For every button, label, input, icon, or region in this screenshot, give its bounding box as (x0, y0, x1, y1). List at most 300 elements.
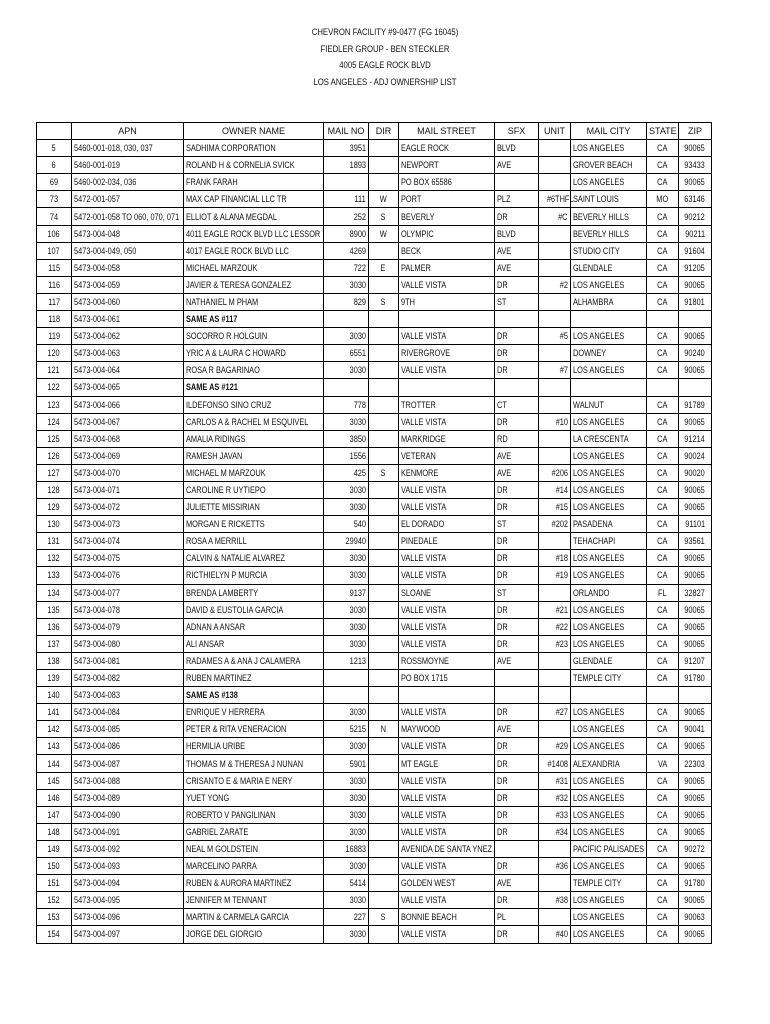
apn-cell (72, 516, 184, 533)
owner-name-cell-text: CAROLINE R UYTIEPO (186, 485, 266, 496)
sfx-cell (495, 823, 539, 840)
mail-no-cell (324, 499, 369, 516)
row-index (37, 789, 72, 806)
unit-cell-text: #27 (555, 707, 568, 718)
zip-cell (679, 447, 712, 464)
owner-name-cell-text: NATHANIEL M PHAM (186, 296, 259, 307)
state-cell (647, 276, 679, 293)
mail-city-cell (571, 413, 647, 430)
apn-cell (72, 345, 184, 362)
state-cell (647, 550, 679, 567)
dir-cell (369, 550, 399, 567)
apn-cell (72, 464, 184, 481)
mail-street-cell (399, 738, 495, 755)
sfx-cell (495, 464, 539, 481)
mail-no-cell (324, 652, 369, 669)
state-cell (647, 259, 679, 276)
apn-cell (72, 157, 184, 174)
mail-no-cell-text: 1893 (349, 160, 366, 171)
zip-cell (679, 755, 712, 772)
sfx-cell-text: DR (497, 416, 508, 427)
apn-cell (72, 670, 184, 687)
owner-name-cell (184, 567, 324, 584)
table-row (37, 208, 712, 225)
mail-city-cell-text: PASADENA (573, 519, 613, 530)
dir-cell (369, 499, 399, 516)
zip-cell (679, 157, 712, 174)
unit-cell (539, 140, 571, 157)
mail-city-cell (571, 225, 647, 242)
table-row (37, 140, 712, 157)
unit-cell (539, 174, 571, 191)
state-cell (647, 601, 679, 618)
apn-cell-text: 5473-004-070 (74, 467, 120, 478)
mail-city-cell-text: GLENDALE (573, 262, 613, 273)
owner-name-cell-text: DAVID & EUSTOLIA GARCIA (186, 604, 284, 615)
row-index (37, 311, 72, 328)
owner-name-cell (184, 225, 324, 242)
mail-no-cell (324, 362, 369, 379)
mail-street-cell (399, 601, 495, 618)
sfx-cell (495, 755, 539, 772)
mail-street-cell (399, 225, 495, 242)
zip-cell-text: 91780 (684, 673, 706, 684)
dir-cell (369, 567, 399, 584)
mail-street-cell-text: PINEDALE (401, 536, 438, 547)
row-index-text: 117 (48, 296, 60, 307)
apn-cell-text: 5473-004-091 (74, 826, 120, 837)
mail-city-cell-text: LOS ANGELES (573, 365, 625, 376)
zip-cell-text: 91789 (684, 399, 706, 410)
row-index-text: 128 (47, 485, 61, 496)
mail-no-cell-text: 3030 (349, 826, 366, 837)
mail-street-cell-text: VALLE VISTA (401, 638, 447, 649)
state-cell-text: CA (657, 348, 668, 359)
sfx-cell-text: DR (497, 502, 508, 513)
mail-street-cell (399, 858, 495, 875)
dir-cell (369, 533, 399, 550)
unit-cell (539, 311, 571, 328)
row-index (37, 481, 72, 498)
zip-cell (679, 379, 712, 396)
mail-city-cell-text: TEMPLE CITY (573, 878, 622, 889)
mail-no-cell (324, 892, 369, 909)
state-cell-text: CA (657, 673, 668, 684)
sfx-cell (495, 259, 539, 276)
mail-no-cell-text: 111 (354, 194, 366, 205)
owner-name-cell-text: GABRIEL ZARATE (186, 826, 249, 837)
mail-street-cell-text: AVENIDA DE SANTA YNEZ (401, 843, 493, 854)
unit-cell (539, 379, 571, 396)
owner-name-cell-text: SAME AS #138 (186, 690, 238, 701)
mail-city-cell-text: SAINT LOUIS (573, 194, 619, 205)
col-header-owner-name: OWNER NAME (184, 123, 324, 140)
mail-city-cell (571, 738, 647, 755)
owner-name-cell-text: FRANK FARAH (186, 177, 238, 188)
owner-name-cell-text: SAME AS #121 (186, 382, 238, 393)
state-cell (647, 909, 679, 926)
mail-street-cell-text: BECK (401, 245, 422, 256)
state-cell-text: CA (657, 519, 668, 530)
owner-name-cell-text: PETER & RITA VENERACION (186, 724, 287, 735)
mail-city-cell-text: GLENDALE (573, 655, 613, 666)
zip-cell-text: 90041 (684, 724, 706, 735)
mail-no-cell-text: 829 (353, 296, 366, 307)
zip-cell-text: 90065 (684, 792, 706, 803)
apn-cell (72, 208, 184, 225)
mail-city-cell (571, 892, 647, 909)
row-index-text: 125 (47, 433, 61, 444)
table-row (37, 464, 712, 481)
mail-city-cell (571, 174, 647, 191)
mail-street-cell (399, 533, 495, 550)
state-cell-text: CA (657, 707, 668, 718)
row-index-text: 130 (47, 519, 61, 530)
row-index-text: 138 (47, 655, 61, 666)
mail-street-cell-text: PALMER (401, 262, 431, 273)
mail-no-cell-text: 3030 (349, 861, 366, 872)
sfx-cell (495, 225, 539, 242)
state-cell (647, 858, 679, 875)
unit-cell-text: #202 (551, 519, 568, 530)
mail-street-cell-text: VALLE VISTA (401, 485, 447, 496)
row-index-text: 141 (47, 707, 61, 718)
zip-cell (679, 840, 712, 857)
mail-city-cell (571, 567, 647, 584)
mail-no-cell-text: 3850 (349, 433, 366, 444)
apn-cell (72, 413, 184, 430)
unit-cell-text: #21 (555, 604, 568, 615)
state-cell (647, 430, 679, 447)
apn-cell (72, 242, 184, 259)
owner-name-cell-text: ROBERTO V PANGILINAN (186, 809, 276, 820)
dir-cell (369, 926, 399, 943)
row-index-text: 74 (49, 211, 59, 222)
state-cell-text: CA (657, 485, 668, 496)
mail-street-cell (399, 499, 495, 516)
zip-cell (679, 276, 712, 293)
mail-street-cell (399, 157, 495, 174)
mail-street-cell-text: PO BOX 65586 (401, 177, 452, 188)
sfx-cell (495, 157, 539, 174)
mail-no-cell (324, 140, 369, 157)
zip-cell (679, 550, 712, 567)
sfx-cell (495, 276, 539, 293)
mail-city-cell-text: LOS ANGELES (573, 724, 625, 735)
mail-street-cell (399, 652, 495, 669)
table-row (37, 430, 712, 447)
mail-no-cell-text: 778 (353, 399, 366, 410)
mail-street-cell (399, 875, 495, 892)
table-row (37, 550, 712, 567)
state-cell (647, 191, 679, 208)
row-index (37, 276, 72, 293)
owner-name-cell-text: ALI ANSAR (186, 638, 225, 649)
mail-no-cell-text: 252 (353, 211, 366, 222)
sfx-cell (495, 875, 539, 892)
unit-cell (539, 721, 571, 738)
mail-street-cell (399, 635, 495, 652)
table-row (37, 311, 712, 328)
col-header-zip: ZIP (679, 123, 712, 140)
owner-name-cell (184, 704, 324, 721)
mail-no-cell (324, 806, 369, 823)
mail-no-cell (324, 242, 369, 259)
apn-cell-text: 5473-004-060 (74, 296, 120, 307)
dir-cell (369, 259, 399, 276)
col-header-index (37, 123, 72, 140)
dir-cell (369, 430, 399, 447)
owner-name-cell-text: JAVIER & TERESA GONZALEZ (186, 279, 292, 290)
zip-cell-text: 91801 (684, 296, 706, 307)
row-index (37, 293, 72, 310)
unit-cell-text: #14 (555, 485, 568, 496)
mail-city-cell (571, 242, 647, 259)
row-index (37, 875, 72, 892)
owner-name-cell (184, 157, 324, 174)
unit-cell (539, 481, 571, 498)
dir-cell (369, 823, 399, 840)
dir-cell (369, 464, 399, 481)
unit-cell (539, 413, 571, 430)
apn-cell-text: 5460-001-019 (74, 160, 120, 171)
state-cell (647, 481, 679, 498)
row-index (37, 345, 72, 362)
owner-name-cell-text: ENRIQUE V HERRERA (186, 707, 265, 718)
apn-cell (72, 652, 184, 669)
owner-name-cell-text: SAME AS #117 (186, 314, 238, 325)
state-cell-text: CA (657, 433, 668, 444)
sfx-cell-text: DR (497, 348, 508, 359)
owner-name-cell-text: ILDEFONSO SINO CRUZ (186, 399, 272, 410)
zip-cell (679, 430, 712, 447)
mail-no-cell-text: 227 (353, 912, 366, 923)
owner-name-cell (184, 430, 324, 447)
unit-cell (539, 293, 571, 310)
apn-cell (72, 892, 184, 909)
mail-no-cell-text: 3030 (349, 809, 366, 820)
mail-street-cell (399, 550, 495, 567)
state-cell (647, 840, 679, 857)
sfx-cell-text: ST (497, 587, 507, 598)
owner-name-cell (184, 806, 324, 823)
sfx-cell (495, 191, 539, 208)
unit-cell-text: #2 (559, 279, 568, 290)
col-header-apn: APN (72, 123, 184, 140)
mail-city-cell (571, 806, 647, 823)
apn-cell (72, 396, 184, 413)
owner-name-cell-text: MICHAEL M MARZOUK (186, 467, 266, 478)
apn-cell-text: 5473-004-048 (74, 228, 120, 239)
row-index-text: 5 (51, 143, 57, 154)
mail-city-cell-text: LOS ANGELES (573, 775, 625, 786)
mail-no-cell (324, 840, 369, 857)
owner-name-cell (184, 618, 324, 635)
apn-cell-text: 5473-004-082 (74, 673, 120, 684)
zip-cell-text: 90211 (685, 228, 705, 239)
mail-street-cell-text: VALLE VISTA (401, 621, 447, 632)
sfx-cell-text: AVE (497, 245, 512, 256)
sfx-cell (495, 806, 539, 823)
mail-city-cell (571, 311, 647, 328)
unit-cell-text: #29 (555, 741, 568, 752)
mail-street-cell-text: PO BOX 1715 (401, 673, 448, 684)
dir-cell (369, 379, 399, 396)
apn-cell-text: 5473-004-058 (74, 262, 120, 273)
owner-name-cell (184, 516, 324, 533)
sfx-cell (495, 345, 539, 362)
zip-cell (679, 328, 712, 345)
dir-cell (369, 875, 399, 892)
table-row (37, 840, 712, 857)
mail-city-cell (571, 379, 647, 396)
apn-cell-text: 5473-004-095 (74, 895, 120, 906)
unit-cell-text: #15 (555, 502, 568, 513)
owner-name-cell-text: RUBEN & AURORA MARTINEZ (186, 878, 292, 889)
unit-cell (539, 635, 571, 652)
row-index-text: 151 (47, 878, 61, 889)
row-index (37, 584, 72, 601)
mail-street-cell-text: VALLE VISTA (401, 331, 447, 342)
mail-city-cell-text: LOS ANGELES (573, 707, 625, 718)
state-cell-text: CA (657, 262, 668, 273)
table-row (37, 533, 712, 550)
row-index-text: 145 (47, 775, 61, 786)
apn-cell (72, 755, 184, 772)
mail-no-cell (324, 516, 369, 533)
sfx-cell (495, 396, 539, 413)
mail-no-cell-text: 3030 (349, 553, 366, 564)
dir-cell (369, 174, 399, 191)
state-cell-text: CA (657, 211, 668, 222)
state-cell-text: CA (657, 143, 668, 154)
zip-cell (679, 345, 712, 362)
sfx-cell-text: AVE (497, 262, 512, 273)
row-index-text: 146 (47, 792, 61, 803)
mail-street-cell (399, 208, 495, 225)
row-index (37, 362, 72, 379)
zip-cell (679, 533, 712, 550)
apn-cell (72, 499, 184, 516)
owner-name-cell (184, 909, 324, 926)
mail-street-cell-text: RIVERGROVE (401, 348, 451, 359)
apn-cell-text: 5473-004-085 (74, 724, 120, 735)
row-index (37, 704, 72, 721)
dir-cell (369, 516, 399, 533)
owner-name-cell-text: BRENDA LAMBERTY (186, 587, 259, 598)
zip-cell-text: 91205 (684, 262, 706, 273)
table-row (37, 892, 712, 909)
row-index-text: 115 (48, 262, 60, 273)
mail-street-cell (399, 772, 495, 789)
dir-cell (369, 909, 399, 926)
mail-no-cell (324, 328, 369, 345)
zip-cell (679, 567, 712, 584)
apn-cell (72, 875, 184, 892)
mail-city-cell (571, 584, 647, 601)
table-row (37, 447, 712, 464)
dir-cell (369, 618, 399, 635)
zip-cell (679, 516, 712, 533)
owner-name-cell (184, 670, 324, 687)
mail-city-cell (571, 464, 647, 481)
row-index (37, 721, 72, 738)
mail-city-cell-text: ALEXANDRIA (573, 758, 620, 769)
sfx-cell (495, 516, 539, 533)
row-index (37, 652, 72, 669)
state-cell (647, 242, 679, 259)
apn-cell (72, 447, 184, 464)
zip-cell (679, 499, 712, 516)
state-cell-text: CA (657, 826, 668, 837)
unit-cell-text: #206 (551, 467, 568, 478)
mail-no-cell (324, 413, 369, 430)
apn-cell-text: 5473-004-083 (74, 690, 120, 701)
unit-cell (539, 652, 571, 669)
unit-cell (539, 464, 571, 481)
mail-city-cell-text: LOS ANGELES (573, 604, 625, 615)
mail-street-cell (399, 584, 495, 601)
apn-cell-text: 5473-004-092 (74, 843, 120, 854)
table-row (37, 823, 712, 840)
owner-name-cell-text: ROSA R BAGARINAO (186, 365, 260, 376)
owner-name-cell (184, 242, 324, 259)
owner-name-cell (184, 687, 324, 704)
mail-no-cell-text: 3030 (349, 775, 366, 786)
zip-cell (679, 362, 712, 379)
sfx-cell (495, 584, 539, 601)
sfx-cell (495, 926, 539, 943)
mail-city-cell-text: LOS ANGELES (573, 741, 625, 752)
apn-cell-text: 5472-001-057 (74, 194, 120, 205)
sfx-cell (495, 789, 539, 806)
zip-cell-text: 93561 (684, 536, 706, 547)
apn-cell-text: 5473-004-097 (74, 929, 120, 940)
sfx-cell (495, 311, 539, 328)
mail-street-cell-text: NEWPORT (401, 160, 439, 171)
mail-street-cell (399, 379, 495, 396)
mail-no-cell (324, 174, 369, 191)
table-row (37, 259, 712, 276)
table-row (37, 242, 712, 259)
row-index-text: 139 (47, 673, 61, 684)
row-index (37, 687, 72, 704)
owner-name-cell (184, 311, 324, 328)
mail-street-cell (399, 362, 495, 379)
row-index (37, 516, 72, 533)
mail-street-cell (399, 789, 495, 806)
zip-cell (679, 704, 712, 721)
dir-cell (369, 806, 399, 823)
unit-cell (539, 584, 571, 601)
owner-name-cell (184, 499, 324, 516)
sfx-cell (495, 635, 539, 652)
unit-cell (539, 242, 571, 259)
sfx-cell-text: DR (497, 775, 508, 786)
owner-name-cell-text: CALVIN & NATALIE ALVAREZ (186, 553, 285, 564)
sfx-cell-text: ST (497, 296, 507, 307)
apn-cell-text: 5473-004-049, 050 (74, 245, 137, 256)
row-index-text: 133 (47, 570, 61, 581)
mail-city-cell (571, 140, 647, 157)
mail-street-cell (399, 618, 495, 635)
zip-cell (679, 396, 712, 413)
zip-cell-text: 90065 (684, 143, 706, 154)
state-cell-text: CA (657, 604, 668, 615)
mail-city-cell-text: LOS ANGELES (573, 502, 625, 513)
unit-cell-text: #40 (555, 929, 568, 940)
row-index (37, 140, 72, 157)
